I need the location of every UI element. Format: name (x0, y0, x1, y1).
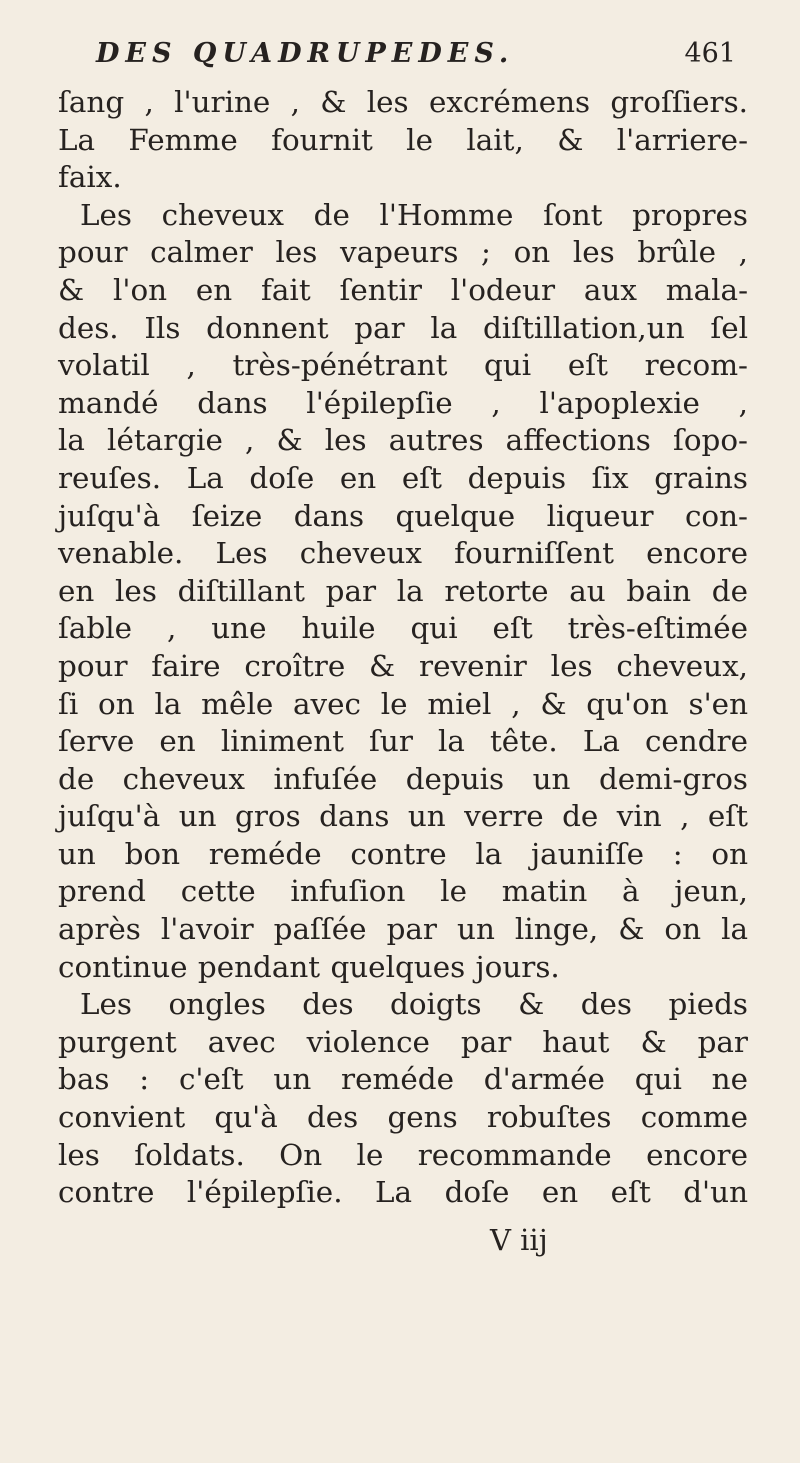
text-line: après l'avoir paſſée par un linge, & on la (58, 912, 748, 947)
page-number: 461 (684, 38, 736, 69)
text-line: un bon reméde contre la jauniſſe : on (58, 836, 748, 871)
text-line: en les diſtillant par la retorte au bain de (58, 573, 748, 608)
text-line: pour calmer les vapeurs ; on les brûle , (58, 235, 748, 270)
text-line: des. Ils donnent par la diſtillation,un ſel (58, 310, 748, 345)
text-line: volatil , très-pénétrant qui eſt recom- (58, 348, 748, 383)
body-text (58, 84, 748, 1212)
text-line: ſerve en liniment ſur la tête. La cendre (58, 724, 748, 759)
text-line: Les ongles des doigts & des pieds (80, 987, 748, 1022)
signature-mark: V iij (490, 1223, 548, 1257)
text-line: purgent avec violence par haut & par (58, 1024, 748, 1059)
text-line: mandé dans l'épilepſie , l'apoplexie , (58, 385, 748, 420)
text-line: juſqu'à un gros dans un verre de vin , eſt (58, 799, 748, 834)
text-line: Les cheveux de l'Homme ſont propres (80, 197, 748, 232)
text-line: contre l'épilepſie. La doſe en eſt d'un (58, 1175, 748, 1210)
text-line: venable. Les cheveux fourniſſent encore (58, 536, 748, 571)
text-line: prend cette infuſion le matin à jeun, (58, 874, 748, 909)
text-line: & l'on en fait ſentir l'odeur aux mala- (58, 272, 748, 307)
text-line: bas : c'eſt un reméde d'armée qui ne (58, 1062, 748, 1097)
text-line: juſqu'à ſeize dans quelque liqueur con- (58, 498, 748, 533)
text-line: ſi on la mêle avec le miel , & qu'on s'en (58, 686, 748, 721)
text-line: continue pendant quelques jours. (58, 949, 560, 984)
text-line: pour faire croître & revenir les cheveux, (58, 648, 748, 683)
text-line: reuſes. La doſe en eſt depuis ſix grains (58, 460, 748, 495)
running-title: DES QUADRUPEDES. (96, 38, 515, 69)
text-line: ſang , l'urine , & les excrémens groſſiers. (58, 85, 748, 119)
text-line: les ſoldats. On le recommande encore (58, 1137, 748, 1172)
text-line: de cheveux infuſée depuis un demi-gros (58, 761, 748, 796)
text-line: ſable , une huile qui eſt très-eſtimée (58, 611, 748, 646)
running-header (96, 38, 736, 69)
text-line: la létargie , & les autres affections ſopo- (58, 423, 748, 458)
text-line: convient qu'à des gens robuſtes comme (58, 1100, 748, 1135)
text-line: faix. (58, 160, 122, 195)
text-line: La Femme fournit le lait, & l'arriere- (58, 122, 748, 157)
